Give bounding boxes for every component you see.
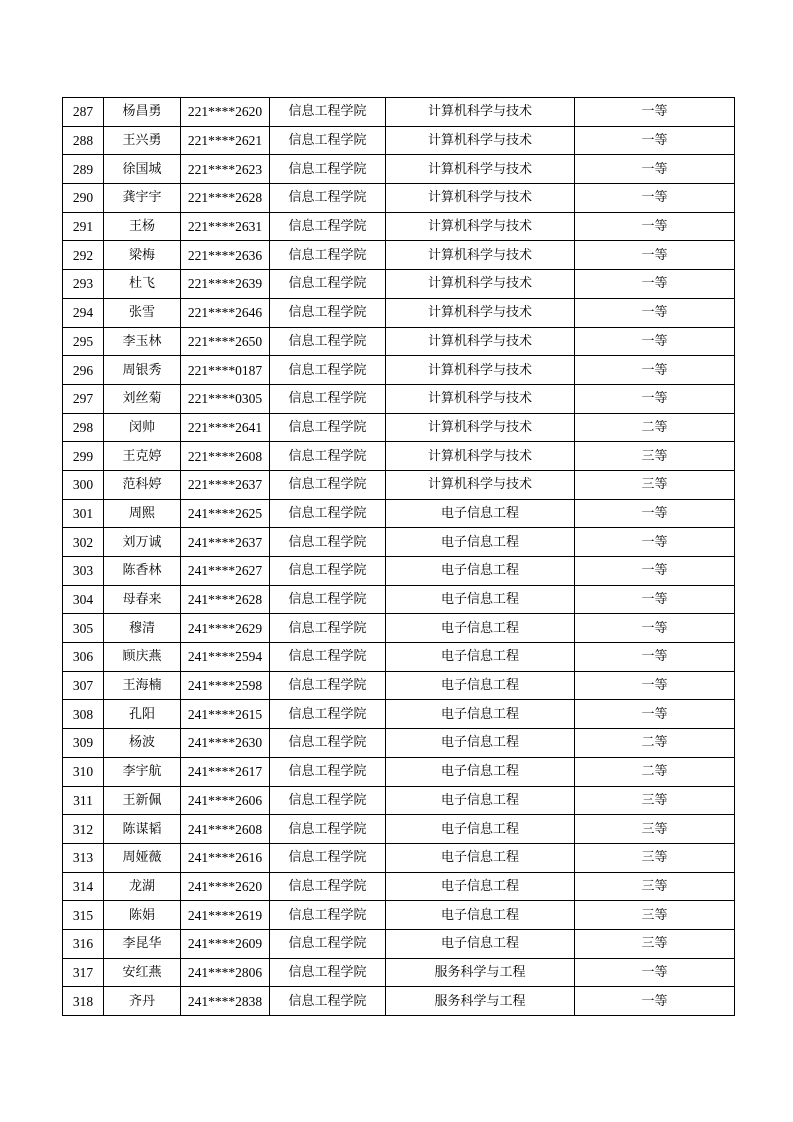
major-cell: 电子信息工程 [386,585,575,614]
award-level-cell: 一等 [575,98,735,127]
award-level-cell: 三等 [575,786,735,815]
award-level-cell: 三等 [575,929,735,958]
table-row [63,270,735,299]
row-number-cell: 291 [63,212,104,241]
award-level-cell: 一等 [575,585,735,614]
student-name-cell: 闵帅 [104,413,181,442]
student-id-cell: 241****2628 [181,585,270,614]
table-row [63,585,735,614]
table-row [63,184,735,213]
table-row [63,384,735,413]
student-name-cell: 陈谋韬 [104,815,181,844]
award-level-cell: 一等 [575,987,735,1016]
row-number-cell: 318 [63,987,104,1016]
major-cell: 电子信息工程 [386,614,575,643]
award-level-cell: 一等 [575,126,735,155]
row-number-cell: 315 [63,901,104,930]
student-id-cell: 241****2619 [181,901,270,930]
student-name-cell: 王新佩 [104,786,181,815]
table-row [63,700,735,729]
award-list-table [62,97,735,1016]
student-name-cell: 杨昌勇 [104,98,181,127]
college-cell: 信息工程学院 [270,843,386,872]
college-cell: 信息工程学院 [270,470,386,499]
student-name-cell: 龚宇宇 [104,184,181,213]
table-row [63,327,735,356]
award-level-cell: 一等 [575,614,735,643]
college-cell: 信息工程学院 [270,987,386,1016]
college-cell: 信息工程学院 [270,356,386,385]
student-id-cell: 221****2639 [181,270,270,299]
table-row [63,442,735,471]
student-id-cell: 241****2630 [181,729,270,758]
row-number-cell: 293 [63,270,104,299]
college-cell: 信息工程学院 [270,757,386,786]
row-number-cell: 296 [63,356,104,385]
major-cell: 计算机科学与技术 [386,327,575,356]
student-id-cell: 241****2838 [181,987,270,1016]
major-cell: 电子信息工程 [386,872,575,901]
major-cell: 计算机科学与技术 [386,384,575,413]
award-level-cell: 三等 [575,442,735,471]
row-number-cell: 303 [63,557,104,586]
student-name-cell: 周娅薇 [104,843,181,872]
row-number-cell: 297 [63,384,104,413]
award-level-cell: 一等 [575,184,735,213]
student-id-cell: 241****2627 [181,557,270,586]
college-cell: 信息工程学院 [270,327,386,356]
row-number-cell: 310 [63,757,104,786]
major-cell: 电子信息工程 [386,901,575,930]
student-id-cell: 221****2636 [181,241,270,270]
student-name-cell: 王兴勇 [104,126,181,155]
college-cell: 信息工程学院 [270,929,386,958]
student-id-cell: 241****2625 [181,499,270,528]
award-level-cell: 三等 [575,901,735,930]
row-number-cell: 316 [63,929,104,958]
student-id-cell: 241****2620 [181,872,270,901]
student-id-cell: 221****0187 [181,356,270,385]
major-cell: 计算机科学与技术 [386,413,575,442]
college-cell: 信息工程学院 [270,212,386,241]
college-cell: 信息工程学院 [270,442,386,471]
student-id-cell: 241****2608 [181,815,270,844]
college-cell: 信息工程学院 [270,126,386,155]
college-cell: 信息工程学院 [270,184,386,213]
major-cell: 电子信息工程 [386,786,575,815]
row-number-cell: 313 [63,843,104,872]
award-level-cell: 一等 [575,499,735,528]
table-body [63,98,735,1016]
major-cell: 电子信息工程 [386,557,575,586]
student-id-cell: 221****2637 [181,470,270,499]
college-cell: 信息工程学院 [270,241,386,270]
student-id-cell: 241****2617 [181,757,270,786]
student-id-cell: 221****2608 [181,442,270,471]
major-cell: 计算机科学与技术 [386,470,575,499]
student-id-cell: 221****2623 [181,155,270,184]
major-cell: 计算机科学与技术 [386,155,575,184]
row-number-cell: 298 [63,413,104,442]
major-cell: 计算机科学与技术 [386,270,575,299]
student-id-cell: 241****2598 [181,671,270,700]
row-number-cell: 309 [63,729,104,758]
college-cell: 信息工程学院 [270,298,386,327]
student-name-cell: 周熙 [104,499,181,528]
student-id-cell: 221****2650 [181,327,270,356]
college-cell: 信息工程学院 [270,614,386,643]
table-row [63,298,735,327]
college-cell: 信息工程学院 [270,815,386,844]
college-cell: 信息工程学院 [270,528,386,557]
major-cell: 电子信息工程 [386,643,575,672]
major-cell: 服务科学与工程 [386,987,575,1016]
student-name-cell: 陈香林 [104,557,181,586]
table-row [63,901,735,930]
row-number-cell: 300 [63,470,104,499]
major-cell: 电子信息工程 [386,528,575,557]
student-name-cell: 李玉林 [104,327,181,356]
student-name-cell: 周银秀 [104,356,181,385]
college-cell: 信息工程学院 [270,671,386,700]
college-cell: 信息工程学院 [270,155,386,184]
student-name-cell: 刘丝菊 [104,384,181,413]
college-cell: 信息工程学院 [270,585,386,614]
student-id-cell: 241****2609 [181,929,270,958]
table-row [63,528,735,557]
table-row [63,929,735,958]
row-number-cell: 295 [63,327,104,356]
table-row [63,815,735,844]
college-cell: 信息工程学院 [270,958,386,987]
table-row [63,786,735,815]
row-number-cell: 302 [63,528,104,557]
award-level-cell: 二等 [575,413,735,442]
college-cell: 信息工程学院 [270,499,386,528]
award-level-cell: 二等 [575,757,735,786]
student-id-cell: 221****2631 [181,212,270,241]
student-name-cell: 王克婷 [104,442,181,471]
award-level-cell: 一等 [575,643,735,672]
table-row [63,958,735,987]
row-number-cell: 314 [63,872,104,901]
row-number-cell: 288 [63,126,104,155]
table-row [63,557,735,586]
row-number-cell: 299 [63,442,104,471]
student-name-cell: 齐丹 [104,987,181,1016]
row-number-cell: 312 [63,815,104,844]
student-name-cell: 孔阳 [104,700,181,729]
award-level-cell: 三等 [575,470,735,499]
award-level-cell: 一等 [575,671,735,700]
college-cell: 信息工程学院 [270,270,386,299]
award-level-cell: 一等 [575,298,735,327]
major-cell: 计算机科学与技术 [386,356,575,385]
student-id-cell: 241****2606 [181,786,270,815]
student-name-cell: 陈娟 [104,901,181,930]
student-name-cell: 梁梅 [104,241,181,270]
student-id-cell: 221****2628 [181,184,270,213]
table-row [63,643,735,672]
award-level-cell: 一等 [575,155,735,184]
student-id-cell: 241****2629 [181,614,270,643]
award-level-cell: 一等 [575,958,735,987]
major-cell: 计算机科学与技术 [386,126,575,155]
table-row [63,499,735,528]
college-cell: 信息工程学院 [270,557,386,586]
student-name-cell: 杜飞 [104,270,181,299]
table-row [63,987,735,1016]
student-name-cell: 母春来 [104,585,181,614]
award-level-cell: 一等 [575,356,735,385]
student-id-cell: 221****2641 [181,413,270,442]
row-number-cell: 307 [63,671,104,700]
major-cell: 电子信息工程 [386,499,575,528]
student-name-cell: 范科婷 [104,470,181,499]
college-cell: 信息工程学院 [270,700,386,729]
student-name-cell: 顾庆燕 [104,643,181,672]
table-row [63,356,735,385]
table-row [63,729,735,758]
student-name-cell: 王杨 [104,212,181,241]
award-level-cell: 一等 [575,241,735,270]
student-name-cell: 杨波 [104,729,181,758]
student-name-cell: 王海楠 [104,671,181,700]
major-cell: 电子信息工程 [386,729,575,758]
student-id-cell: 241****2806 [181,958,270,987]
table-row [63,872,735,901]
college-cell: 信息工程学院 [270,413,386,442]
award-level-cell: 一等 [575,384,735,413]
major-cell: 计算机科学与技术 [386,241,575,270]
table-row [63,98,735,127]
award-level-cell: 一等 [575,700,735,729]
major-cell: 电子信息工程 [386,815,575,844]
student-name-cell: 徐国城 [104,155,181,184]
college-cell: 信息工程学院 [270,901,386,930]
student-id-cell: 241****2615 [181,700,270,729]
student-name-cell: 龙湖 [104,872,181,901]
award-level-cell: 三等 [575,815,735,844]
major-cell: 电子信息工程 [386,700,575,729]
table-row [63,155,735,184]
major-cell: 电子信息工程 [386,929,575,958]
table-row [63,671,735,700]
major-cell: 计算机科学与技术 [386,98,575,127]
college-cell: 信息工程学院 [270,98,386,127]
table-row [63,614,735,643]
row-number-cell: 292 [63,241,104,270]
row-number-cell: 305 [63,614,104,643]
student-name-cell: 李宇航 [104,757,181,786]
row-number-cell: 287 [63,98,104,127]
student-name-cell: 李昆华 [104,929,181,958]
award-level-cell: 一等 [575,270,735,299]
college-cell: 信息工程学院 [270,384,386,413]
student-id-cell: 241****2616 [181,843,270,872]
student-name-cell: 安红燕 [104,958,181,987]
row-number-cell: 290 [63,184,104,213]
student-id-cell: 241****2637 [181,528,270,557]
row-number-cell: 294 [63,298,104,327]
table-row [63,757,735,786]
major-cell: 服务科学与工程 [386,958,575,987]
student-name-cell: 刘万诚 [104,528,181,557]
major-cell: 计算机科学与技术 [386,184,575,213]
table-row [63,843,735,872]
award-level-cell: 三等 [575,843,735,872]
college-cell: 信息工程学院 [270,786,386,815]
college-cell: 信息工程学院 [270,729,386,758]
row-number-cell: 306 [63,643,104,672]
row-number-cell: 317 [63,958,104,987]
table-row [63,212,735,241]
student-id-cell: 221****2621 [181,126,270,155]
table-row [63,126,735,155]
table-row [63,413,735,442]
award-level-cell: 三等 [575,872,735,901]
major-cell: 计算机科学与技术 [386,298,575,327]
row-number-cell: 304 [63,585,104,614]
table-row [63,470,735,499]
award-level-cell: 二等 [575,729,735,758]
row-number-cell: 311 [63,786,104,815]
student-name-cell: 穆清 [104,614,181,643]
major-cell: 电子信息工程 [386,757,575,786]
table-row [63,241,735,270]
college-cell: 信息工程学院 [270,872,386,901]
major-cell: 电子信息工程 [386,843,575,872]
award-level-cell: 一等 [575,557,735,586]
major-cell: 计算机科学与技术 [386,212,575,241]
student-id-cell: 221****0305 [181,384,270,413]
row-number-cell: 289 [63,155,104,184]
student-name-cell: 张雪 [104,298,181,327]
student-id-cell: 241****2594 [181,643,270,672]
row-number-cell: 301 [63,499,104,528]
major-cell: 电子信息工程 [386,671,575,700]
student-id-cell: 221****2620 [181,98,270,127]
row-number-cell: 308 [63,700,104,729]
award-level-cell: 一等 [575,528,735,557]
student-id-cell: 221****2646 [181,298,270,327]
college-cell: 信息工程学院 [270,643,386,672]
award-level-cell: 一等 [575,327,735,356]
award-level-cell: 一等 [575,212,735,241]
major-cell: 计算机科学与技术 [386,442,575,471]
